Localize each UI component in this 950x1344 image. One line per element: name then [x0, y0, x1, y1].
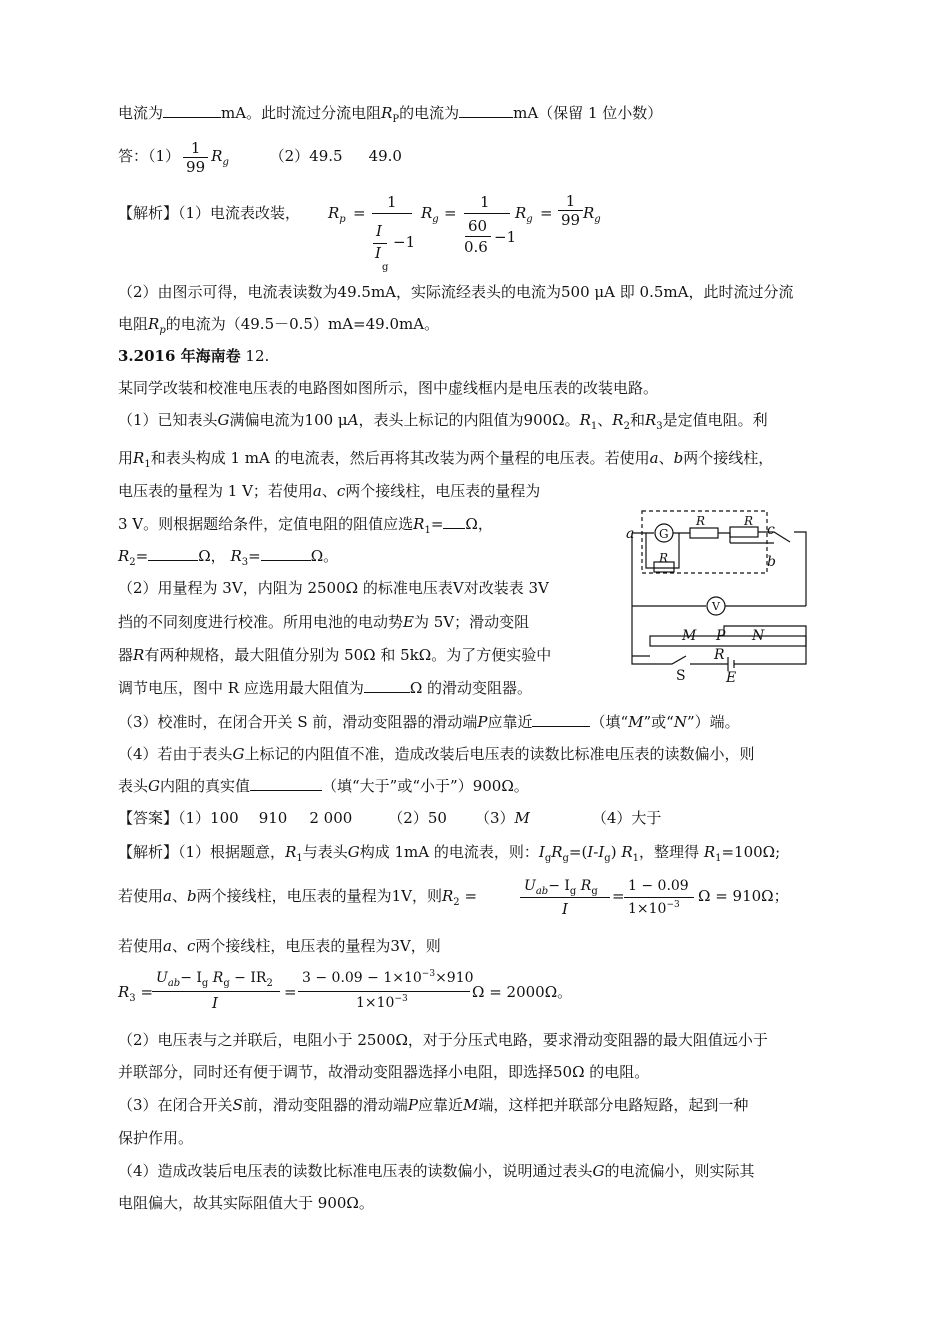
answer-blank	[459, 103, 513, 118]
formula-rp: $R_p$	[328, 204, 346, 225]
answer-blank	[163, 103, 221, 118]
answer-blank	[532, 712, 590, 727]
voltmeter-symbol: V	[452, 579, 464, 597]
fraction-ug: $U_{ab}- I_g$ $R_g$	[524, 878, 598, 897]
fraction: $\frac{1}{99}$	[183, 139, 208, 176]
answer-blank	[364, 678, 410, 693]
answer-line: 答：（1） $\frac{1}{99}$ $R_g$ （2）49.5 49.0	[118, 138, 402, 176]
answer-blank	[261, 546, 311, 561]
frac-i-over-ig: I	[376, 222, 382, 240]
answer-blank	[250, 776, 322, 791]
fraction: $\frac{1}{99}$	[558, 192, 583, 229]
svg-text:a: a	[626, 526, 635, 542]
svg-text:G: G	[659, 527, 669, 541]
fraction-ug-r2: $U_{ab}- I_g$ $R_g - IR_2$	[156, 970, 273, 989]
answer-blank	[443, 514, 465, 529]
svg-text:V: V	[712, 600, 720, 613]
fraction-bar	[298, 991, 470, 992]
fraction-bar	[372, 213, 412, 214]
fraction-bar	[520, 897, 610, 898]
slide-rheostat	[650, 636, 806, 646]
resistor-r2	[690, 528, 718, 538]
document-page: 电流为 mA。此时流过分流电阻$R_P$的电流为 mA（保留 1 位小数） 答：（1） $\frac{1}{99}$ $R_g$ （2）49.5 49.0 【解析】（1）电流表改装， $R_p$ = 1 I I g −1 $R_g$ = 1 60 0.6 −1 $R_g$ = $\frac{1}{99}$ $R_g$ （2）由图示可得，电流表读数为49.5mA，实际流经表头的电流为500 μA 即 0.5mA，此时流过分流 电阻$R_p$的电流为（49.5－0.5）mA=49.0mA。 3.2016 年海南卷 12. 某同学改装和校准电压表的电路图如图所示，图中虚线框内是电压表的改装电路。 （1）已知表头G满偏电流为100 μA，表头上标记的内阻值为900Ω。$R_1$、$R_2$和$R_3$是定值电阻。利 用$R_1$和表头构成 1 mA 的电流表，然后再将其改装为两个量程的电压表。若使用a、b两个接线柱， 电压表的量程为 1 V；若使用a、c两个接线柱，电压表的量程为 3 V。则根据题给条件，定值电阻的阻值应选$R_1= \Omega$， $R_2= \Omega$， $R_3= \Omega$。 （2）用量程为 3V，内阻为 2500Ω 的标准电压表V对改装表 3V 挡的不同刻度进行校准。所用电池的电动势E为 5V；滑动变阻 器R有两种规格，最大阻值分别为 50Ω 和 5kΩ。为了方便实验中 调节电压，图中 R 应选用最大阻值为 Ω 的滑动变阻器。 a G R R c b R V M P N R S E （3）校准时，在闭合开关 S 前，滑动变阻器的滑动端P应靠近 （填“M”或“N”）端。 （4）若由于表头G上标记的内阻值不准，造成改装后电压表的读数比标准电压表的读数偏小，则 表头G内阻的真实值 （填“大于”或“小于”）900Ω。 【答案】（1）100 910 2 000 （2）50 （3）M （4）大于 【解析】（1）根据题意，$R_1$与表头G构成 1mA 的电流表，则：$I_gR_g=(I-I_g)$ $R_1$，整理得 $R_1=100\Omega$; 若使用a、b两个接线柱，电压表的量程为1V，则$R_2$ = $U_{ab}- I_g$ $R_g$ I = 1 − 0.09 $1\times 10^{-3}$ Ω = 910Ω； 若使用a、c两个接线柱，电压表的量程为3V，则 $R_3$ = $U_{ab}- I_g$ $R_g - IR_2$ I = $3 - 0.09 - 1\times 10^{-3}\times 910$ $1\times 10^{-3}$ Ω = 2000Ω。 （2）电压表与之并联后，电阻小于 2500Ω，对于分压式电路，要求滑动变阻器的最大阻值远小于 并联部分，同时还有便于调节，故滑动变阻器选择小电阻，即选择50Ω 的电阻。 （3）在闭合开关S前，滑动变阻器的滑动端P应靠近M端，这样把并联部分电路短路，起到一种 保护作用。 （4）造成改装后电压表的读数比标准电压表的读数偏小，说明通过表头G的电流偏小，则实际其 电阻偏大，故其实际阻值大于 900Ω。	[0, 0, 950, 1344]
svg-text:b: b	[767, 554, 776, 570]
question-tail-line: 电流为 mA。此时流过分流电阻$R_P$的电流为 mA（保留 1 位小数）	[118, 104, 663, 125]
svg-text:R: R	[714, 647, 725, 663]
svg-text:c: c	[767, 522, 775, 538]
circuit-diagram	[624, 506, 814, 688]
svg-text:P: P	[716, 628, 726, 644]
problem-heading: 3.2016 年海南卷 12.	[118, 347, 270, 365]
svg-text:R: R	[659, 551, 669, 565]
fraction-bar	[152, 991, 280, 992]
fraction-bar	[464, 213, 510, 214]
resistor-r3	[730, 527, 758, 537]
svg-text:R: R	[744, 514, 754, 528]
svg-text:E: E	[726, 670, 737, 686]
svg-text:N: N	[752, 628, 765, 644]
fraction-bar	[624, 897, 694, 898]
answer-blank	[148, 546, 198, 561]
svg-text:M: M	[682, 628, 697, 644]
battery	[728, 657, 734, 671]
svg-text:S: S	[676, 668, 686, 684]
svg-text:R: R	[696, 514, 706, 528]
answer-key: 【答案】（1）100 910 2 000 （2）50 （3）M （4）大于	[118, 809, 662, 827]
